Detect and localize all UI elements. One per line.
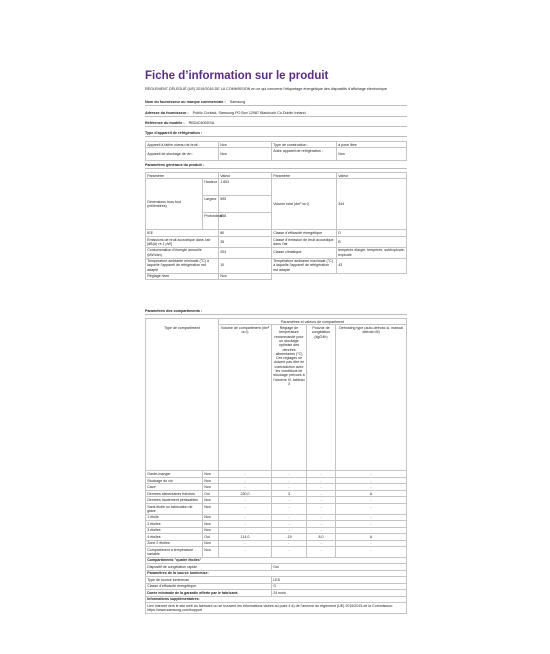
table-cell: -	[219, 503, 272, 514]
general-parameters-table	[145, 172, 407, 280]
table-row	[146, 258, 407, 273]
table-cell: Compartiment à température variable	[146, 547, 203, 558]
table-cell: Cave	[146, 484, 203, 490]
table-cell: -	[272, 527, 307, 533]
table-cell: Non	[219, 148, 272, 161]
table-cell: Autre appareil de réfrigération :	[272, 148, 337, 161]
table-cell: 43	[337, 258, 407, 273]
table-cell: -	[272, 540, 307, 546]
warranty-value: 24 mois	[272, 590, 407, 596]
warranty-label: Durée minimale de la garantie offerte par le fabricant:	[146, 590, 272, 596]
table-cell: Type de construction :	[272, 142, 337, 148]
table-cell: -	[307, 521, 336, 527]
extra-info-header: Informations supplémentaires:	[146, 596, 407, 602]
table-cell: Non	[203, 540, 219, 546]
general-section-header: Paramètres généraux du produit :	[145, 163, 407, 169]
table-cell: -	[307, 540, 336, 546]
address-row	[145, 111, 407, 117]
table-cell: tempérée élargie, tempérée, subtropicale, tropicale	[338, 248, 405, 257]
column-header: Defrosting type (auto-defrost=A, manual defrost=M)	[336, 325, 407, 471]
four-star-header: Compartiments "quatre étoiles"	[146, 557, 407, 563]
dimension-name: Profondeur	[203, 213, 219, 230]
table-row	[146, 273, 407, 279]
table-cell	[272, 273, 337, 279]
table-cell: -	[272, 477, 307, 483]
table-cell: Denrées alimentaires fraîches	[146, 490, 203, 496]
table-row	[146, 547, 407, 558]
table-cell: Non	[203, 521, 219, 527]
table-cell: -	[272, 547, 307, 558]
dimension-value: 595	[219, 196, 272, 213]
compartments-section-header: Paramètres des compartiments :	[145, 309, 407, 315]
dimension-name: Hauteur	[203, 179, 219, 196]
table-cell: Non	[219, 142, 272, 148]
table-cell: -	[307, 490, 336, 496]
light-source-header: Paramètres de la source lumineuse:	[146, 570, 407, 576]
column-header: Réglage de température recommandé pour un stockage optimisé des denrées alimentaires (°C) Ces réglages ne doivent pas être en contradiction avec les conditions de stockage prévues à l’annexe IV, tableau 3	[272, 325, 307, 471]
table-cell: -	[272, 514, 307, 520]
table-cell: -	[307, 514, 336, 520]
table-cell: Appareil à faible niveau de bruit :	[146, 142, 219, 148]
table-cell: Garde-manger	[146, 471, 203, 477]
table-row	[146, 247, 407, 258]
column-header: Volume de compartiment (dm³ ou l)	[219, 325, 272, 471]
table-cell: -	[336, 484, 407, 490]
table-cell: LED	[272, 577, 407, 583]
column-header: Type de compartiment	[146, 325, 219, 471]
table-cell: B	[337, 236, 407, 247]
table-cell: Consommation d’énergie annuelle (kWh/an)	[146, 247, 219, 258]
table-cell: Non	[203, 497, 219, 503]
table-cell: -	[336, 471, 407, 477]
table-row	[146, 179, 407, 196]
table-cell: A	[336, 534, 407, 540]
column-header: Paramètre	[146, 173, 219, 179]
table-cell: -	[272, 471, 307, 477]
regulation-intro: RÈGLEMENT DÉLÉGUÉ (UE) 2019/2016 DE LA COMMISSION en ce qui concerne l’étiquetage énergétique des dispositifs d’affichage électronique	[145, 87, 387, 91]
volume-label: Volume total (dm³ ou l)	[272, 179, 337, 230]
table-cell: à pose libre	[337, 142, 407, 148]
table-cell: Non	[219, 273, 272, 279]
table-cell: 230,0	[219, 490, 272, 496]
table-cell: Température ambiante minimale (°C) à laquelle l’appareil de réfrigération est adapté	[146, 258, 219, 273]
table-cell: -19	[272, 534, 307, 540]
table-cell: IEE	[146, 230, 219, 236]
table-cell: Classe d’émission de bruit acoustique dans l’air	[272, 236, 337, 247]
column-header: Valeur	[219, 173, 272, 179]
fast-freeze-label: Dispositif de congélation rapide	[146, 564, 272, 570]
table-cell: Zone 2 étoiles	[146, 540, 203, 546]
table-cell: -	[219, 521, 272, 527]
table-cell: -	[336, 514, 407, 520]
table-cell: -	[219, 547, 272, 558]
table-cell: -	[336, 540, 407, 546]
table-cell: Classe d’efficacité énergétique	[272, 230, 337, 236]
table-cell: Non	[203, 471, 219, 477]
table-row	[146, 148, 407, 161]
table-cell: -	[219, 497, 272, 503]
table-cell: -	[219, 540, 272, 546]
model-label: Référence du modèle :	[145, 121, 185, 125]
table-cell: -	[219, 514, 272, 520]
table-cell: -	[307, 477, 336, 483]
table-cell: -	[307, 503, 336, 514]
table-cell: 10	[219, 258, 272, 273]
fast-freeze-value: Oui	[272, 564, 407, 570]
table-cell: Non	[203, 547, 219, 558]
table-cell: Denrées hautement périssables	[146, 497, 203, 503]
dimension-value: 1 853	[219, 179, 272, 196]
table-cell: 4 étoiles	[146, 534, 203, 540]
model-value: RB34C605DSA	[188, 121, 215, 125]
table-cell: 204	[219, 247, 272, 258]
table-cell: 114,0	[219, 534, 272, 540]
table-cell: Réglage hiver	[146, 273, 219, 279]
table-cell: -	[336, 527, 407, 533]
table-cell: -	[219, 527, 272, 533]
table-row	[146, 603, 407, 614]
table-cell: -	[272, 484, 307, 490]
table-cell: 80	[219, 230, 272, 236]
table-row	[146, 236, 407, 247]
table-cell: -	[219, 477, 272, 483]
table-cell: -	[219, 484, 272, 490]
table-cell: Température ambiante maximale (°C) à laquelle l’appareil de réfrigération est adapté	[272, 258, 337, 273]
column-header: Valeur	[337, 173, 407, 179]
table-cell: -	[336, 547, 407, 558]
table-cell: Non	[203, 477, 219, 483]
table-cell: 3 étoiles	[146, 527, 203, 533]
table-cell: 35	[219, 236, 272, 247]
table-cell: Sans étoile ou fabrication de glace	[146, 503, 203, 514]
table-cell: -	[336, 477, 407, 483]
table-cell: -	[336, 497, 407, 503]
type-section-header: Type d’appareil de réfrigération :	[145, 131, 407, 137]
dimensions-label: Dimensions hors tout (millimètres)	[146, 179, 203, 230]
table-cell: Non	[203, 503, 219, 514]
table-cell: 8,0	[307, 534, 336, 540]
table-cell: -	[336, 503, 407, 514]
table-cell: Appareil de stockage de vin :	[146, 148, 219, 161]
table-header-row	[146, 325, 407, 471]
table-cell: 3	[272, 490, 307, 496]
page-title: Fiche d’information sur le produit	[145, 70, 329, 82]
table-cell: -	[272, 503, 307, 514]
supplier-value: Samsung	[229, 100, 246, 104]
column-header: Paramètre	[272, 173, 337, 179]
table-cell: Non	[203, 514, 219, 520]
address-value: Public Contact, Samsung PO Box 12987 Blackrock Co.Dublin Ireland	[192, 111, 306, 115]
table-cell	[337, 273, 407, 279]
table-cell: Oui	[203, 490, 219, 496]
appliance-type-table	[145, 141, 407, 161]
table-cell: Classe climatique:	[272, 247, 337, 258]
table-cell: Oui	[203, 534, 219, 540]
table-cell: Stockage du vin	[146, 477, 203, 483]
compartments-table	[145, 318, 407, 614]
supplier-label: Nom du fournisseur ou marque commerciale :	[145, 100, 226, 104]
supplier-row	[145, 100, 407, 106]
table-row	[146, 503, 407, 514]
table-cell: 1 étoile	[146, 514, 203, 520]
table-cell: -	[307, 484, 336, 490]
table-cell: -	[307, 497, 336, 503]
table-cell: Non	[337, 148, 407, 161]
column-header: Pouvoir de congélation (kg/24h)	[307, 325, 336, 471]
table-cell: 2 étoiles	[146, 521, 203, 527]
table-cell: -	[307, 471, 336, 477]
table-cell: -	[336, 521, 407, 527]
address-label: Adresse du fournisseur :	[145, 111, 189, 115]
volume-value: 344	[337, 179, 407, 230]
table-cell: -	[272, 497, 307, 503]
dimension-value: 658	[219, 213, 272, 230]
compartment-group-header: Paramètres et valeurs de compartiment	[219, 319, 407, 325]
table-cell: Non	[203, 484, 219, 490]
table-cell: Émissions de bruit acoustique dans l’air [dB(A) re 1 pW]	[146, 236, 219, 247]
table-cell: -	[307, 547, 336, 558]
table-cell: Classe d’efficacité énergétique	[146, 583, 272, 589]
table-cell: -	[272, 521, 307, 527]
model-row	[145, 121, 407, 127]
table-cell: -	[219, 471, 272, 477]
table-cell: -	[307, 527, 336, 533]
table-cell: Non	[203, 527, 219, 533]
table-cell: G	[272, 583, 407, 589]
table-cell: Type de source lumineuse	[146, 577, 272, 583]
table-cell: A	[336, 490, 407, 496]
dimension-name: Largeur	[203, 196, 219, 213]
extra-info-text: Lien internet vers le site web du fabricant où se trouvent les informations visées au point 4 a) de l’annexe du règlement (UE) 2019/2015 de la Commission: https://www.samsung.com/support	[146, 603, 407, 614]
table-cell: D	[337, 230, 407, 236]
